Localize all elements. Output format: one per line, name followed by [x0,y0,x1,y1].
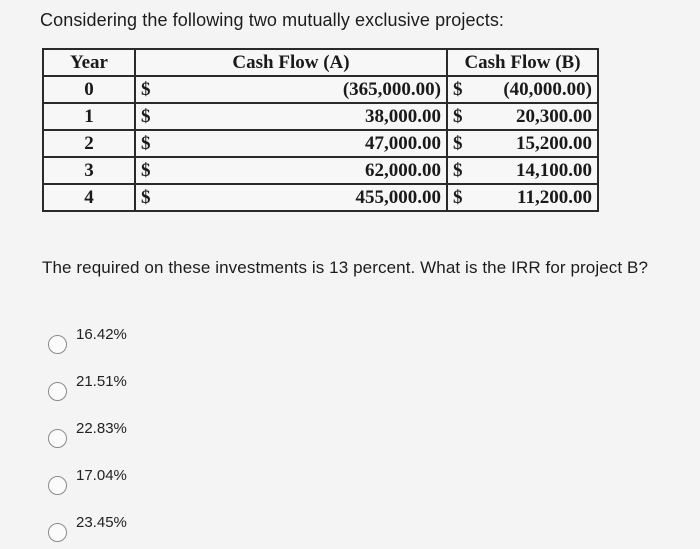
cash-flow-table-container [42,48,599,212]
question-text: The required on these investments is 13 percent. What is the IRR for project B? [42,258,649,277]
option-label: 21.51% [76,373,127,390]
radio-button-icon[interactable] [48,429,67,448]
cash-flow-b-cell [447,76,598,103]
dollar-sign: $ [453,105,463,127]
cash-flow-b-cell [447,130,598,157]
cash-flow-a-value: 62,000.00 [365,159,441,181]
dollar-sign: $ [453,132,463,154]
cash-flow-a-value: 38,000.00 [365,105,441,127]
cash-flow-b-value: (40,000.00) [503,78,592,100]
cash-flow-a-cell [135,76,447,103]
dollar-sign: $ [453,159,463,181]
answer-option-2[interactable] [48,361,127,408]
table-row [43,103,598,130]
radio-button-icon[interactable] [48,523,67,542]
dollar-sign: $ [141,132,151,154]
cash-flow-b-value: 14,100.00 [516,159,592,181]
cash-flow-b-cell [447,184,598,211]
cash-flow-a-value: (365,000.00) [342,78,441,100]
option-label: 22.83% [76,420,127,437]
header-year: Year [43,49,135,76]
year-cell: 2 [43,130,135,157]
dollar-sign: $ [141,78,151,100]
header-cash-flow-a: Cash Flow (A) [135,49,447,76]
cash-flow-a-cell [135,184,447,211]
cash-flow-b-value: 20,300.00 [516,105,592,127]
option-label: 17.04% [76,467,127,484]
dollar-sign: $ [141,105,151,127]
cash-flow-b-value: 11,200.00 [517,186,592,208]
header-cash-flow-b: Cash Flow (B) [447,49,598,76]
cash-flow-a-cell [135,103,447,130]
dollar-sign: $ [453,78,463,100]
answer-options [48,314,127,549]
radio-button-icon[interactable] [48,382,67,401]
option-label: 23.45% [76,514,127,531]
year-cell: 4 [43,184,135,211]
cash-flow-b-cell [447,157,598,184]
table-row [43,184,598,211]
answer-option-1[interactable] [48,314,127,361]
radio-button-icon[interactable] [48,335,67,354]
dollar-sign: $ [453,186,463,208]
cash-flow-b-cell [447,103,598,130]
table-row [43,76,598,103]
year-cell: 1 [43,103,135,130]
cash-flow-table [42,48,599,212]
year-cell: 0 [43,76,135,103]
table-row [43,130,598,157]
answer-option-4[interactable] [48,455,127,502]
dollar-sign: $ [141,159,151,181]
option-label: 16.42% [76,326,127,343]
cash-flow-a-value: 455,000.00 [355,186,441,208]
answer-option-3[interactable] [48,408,127,455]
table-header-row [43,49,598,76]
cash-flow-a-cell [135,130,447,157]
table-row [43,157,598,184]
answer-option-5[interactable] [48,502,127,549]
question-header: Considering the following two mutually exclusive projects: [40,10,505,30]
radio-button-icon[interactable] [48,476,67,495]
cash-flow-b-value: 15,200.00 [516,132,592,154]
cash-flow-a-cell [135,157,447,184]
year-cell: 3 [43,157,135,184]
cash-flow-a-value: 47,000.00 [365,132,441,154]
dollar-sign: $ [141,186,151,208]
